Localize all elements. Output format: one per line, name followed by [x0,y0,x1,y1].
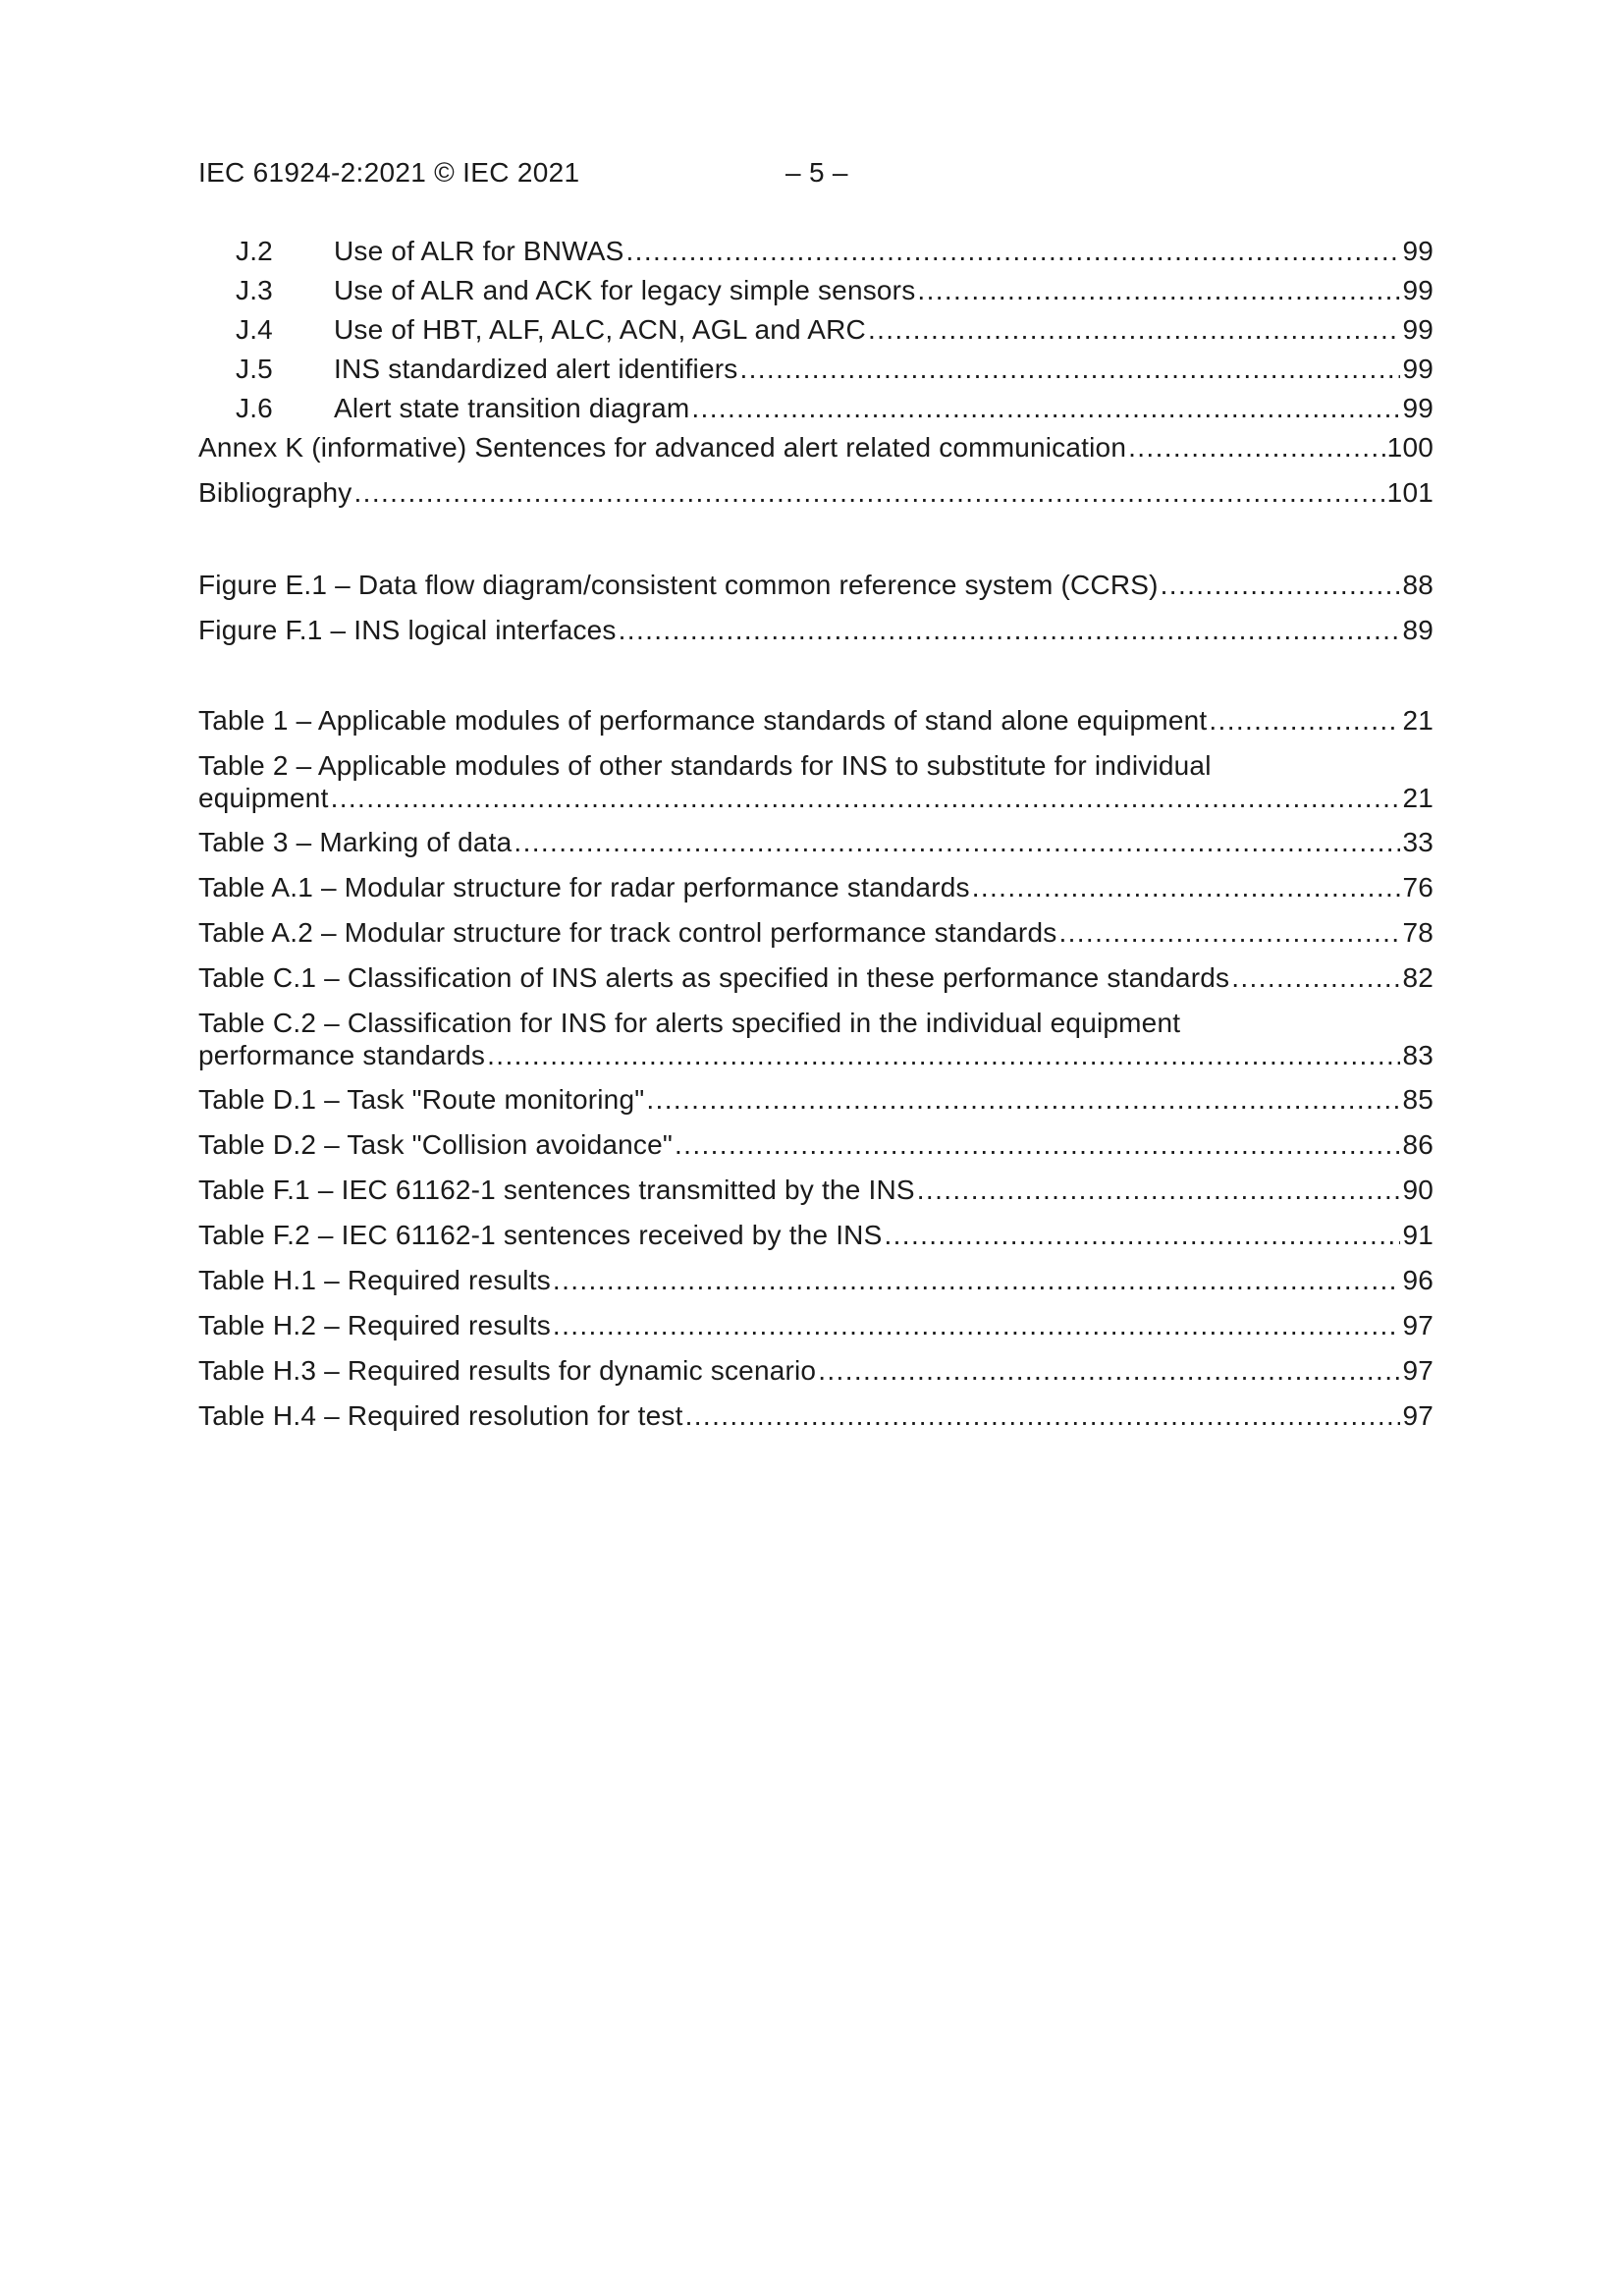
toc-entry-title: Table F.1 – IEC 61162-1 sentences transmitted by the INS [198,1175,915,1205]
dot-leader [626,236,1401,267]
dot-leader [972,872,1401,903]
toc-entry-j2[interactable] [198,236,1434,275]
toc-entry-title-continued: performance standards [198,1040,486,1070]
table-entry[interactable] [198,705,1434,750]
dot-leader [917,1175,1401,1206]
toc-entry-title: INS standardized alert identifiers [334,354,738,384]
toc-entry-title: Table 2 – Applicable modules of other standards for INS to substitute for individual [198,750,1212,781]
table-entry[interactable] [198,1400,1434,1446]
table-entry[interactable] [198,1175,1434,1220]
toc-entry-page: 76 [1402,872,1434,902]
toc-entry-title: Table D.1 – Task "Route monitoring" [198,1084,645,1115]
toc-entry-title: Table H.1 – Required results [198,1265,551,1295]
toc-entry-page: 97 [1402,1310,1434,1340]
document-id: IEC 61924-2:2021 © IEC 2021 [198,157,580,188]
toc-entry-page: 99 [1402,314,1434,345]
toc-entry-page: 21 [1402,783,1434,813]
toc-entry-title: Figure F.1 – INS logical interfaces [198,615,617,645]
toc-entry-title: Table F.2 – IEC 61162-1 sentences received by the INS [198,1220,883,1250]
toc-entry-title: Table C.2 – Classification for INS for alerts specified in the individual equipment [198,1008,1181,1038]
toc-entry-j5[interactable] [198,354,1434,393]
dot-leader [646,1084,1400,1116]
toc-entry-page: 97 [1402,1400,1434,1431]
toc-entry-page: 99 [1402,236,1434,266]
dot-leader [1161,570,1401,601]
list-of-figures [198,570,1434,660]
toc-entry-page: 96 [1402,1265,1434,1295]
dot-leader [868,314,1401,346]
toc-entry-page: 100 [1386,432,1434,463]
table-entry[interactable] [198,1008,1434,1084]
list-of-tables [198,705,1434,1446]
toc-entry-title: Use of ALR and ACK for legacy simple sensors [334,275,916,305]
toc-entry-title: Table H.2 – Required results [198,1310,551,1340]
toc-entry-page: 88 [1402,570,1434,600]
dot-leader [884,1220,1400,1251]
toc-entry-title: Bibliography [198,477,352,508]
table-entry[interactable] [198,1084,1434,1129]
toc-entry-title: Table D.2 – Task "Collision avoidance" [198,1129,673,1160]
toc-entry-title: Table A.1 – Modular structure for radar performance standards [198,872,970,902]
dot-leader [691,393,1400,424]
dot-leader [675,1129,1400,1161]
toc-entry-bibliography[interactable] [198,477,1434,517]
toc-entry-page: 90 [1402,1175,1434,1205]
toc-entry-number: J.4 [236,314,273,345]
toc-entry-title: Table H.4 – Required resolution for test [198,1400,683,1431]
toc-entry-title: Table H.3 – Required results for dynamic scenario [198,1355,817,1386]
dot-leader [553,1310,1401,1341]
toc-entry-j4[interactable] [198,314,1434,354]
toc-entry-annex-k[interactable] [198,432,1434,477]
dot-leader [553,1265,1401,1296]
table-entry[interactable] [198,1220,1434,1265]
table-entry[interactable] [198,827,1434,872]
figure-entry[interactable] [198,570,1434,615]
toc-entry-page: 86 [1402,1129,1434,1160]
toc-entry-title: Use of HBT, ALF, ALC, ACN, AGL and ARC [334,314,866,345]
toc-entry-page: 78 [1402,917,1434,948]
toc-entry-page: 33 [1402,827,1434,857]
dot-leader [487,1040,1400,1071]
toc-entry-page: 99 [1402,275,1434,305]
table-entry[interactable] [198,917,1434,962]
toc-entry-page: 83 [1402,1040,1434,1070]
dot-leader [1209,705,1400,737]
toc-entry-page: 89 [1402,615,1434,645]
toc-entry-title-continued: equipment [198,783,329,813]
toc-entry-title: Alert state transition diagram [334,393,690,423]
figure-entry[interactable] [198,615,1434,660]
toc-entry-title: Use of ALR for BNWAS [334,236,624,266]
dot-leader [1058,917,1400,949]
toc-entry-title: Table 1 – Applicable modules of performance standards of stand alone equipment [198,705,1208,736]
dot-leader [331,783,1401,814]
toc-entry-number: J.2 [236,236,273,266]
dot-leader [1128,432,1385,464]
toc-entry-page: 99 [1402,393,1434,423]
table-entry[interactable] [198,872,1434,917]
toc-entry-j3[interactable] [198,275,1434,314]
table-entry[interactable] [198,1355,1434,1400]
toc-annex-j-subsections [198,236,1434,517]
dot-leader [1231,962,1400,994]
dot-leader [685,1400,1401,1432]
toc-entry-page: 97 [1402,1355,1434,1386]
table-entry[interactable] [198,750,1434,827]
dot-leader [354,477,1385,509]
dot-leader [619,615,1401,646]
toc-entry-title: Annex K (informative) Sentences for advanced alert related communication [198,432,1127,463]
toc-entry-page: 21 [1402,705,1434,736]
toc-entry-page: 99 [1402,354,1434,384]
dot-leader [917,275,1400,306]
toc-entry-number: J.6 [236,393,273,423]
toc-entry-title: Table C.1 – Classification of INS alerts as specified in these performance standards [198,962,1230,993]
dot-leader [514,827,1400,858]
toc-entry-page: 91 [1402,1220,1434,1250]
table-entry[interactable] [198,962,1434,1008]
toc-entry-page: 82 [1402,962,1434,993]
toc-entry-j6[interactable] [198,393,1434,432]
toc-entry-number: J.5 [236,354,273,384]
toc-entry-page: 101 [1386,477,1434,508]
table-entry[interactable] [198,1310,1434,1355]
table-entry[interactable] [198,1265,1434,1310]
table-entry[interactable] [198,1129,1434,1175]
toc-entry-title: Table 3 – Marking of data [198,827,513,857]
toc-entry-number: J.3 [236,275,273,305]
toc-entry-title: Table A.2 – Modular structure for track control performance standards [198,917,1057,948]
toc-entry-title: Figure E.1 – Data flow diagram/consistent common reference system (CCRS) [198,570,1159,600]
page-header [198,157,848,189]
toc-entry-page: 85 [1402,1084,1434,1115]
page-number: – 5 – [785,157,848,188]
dot-leader [739,354,1400,385]
dot-leader [818,1355,1400,1387]
